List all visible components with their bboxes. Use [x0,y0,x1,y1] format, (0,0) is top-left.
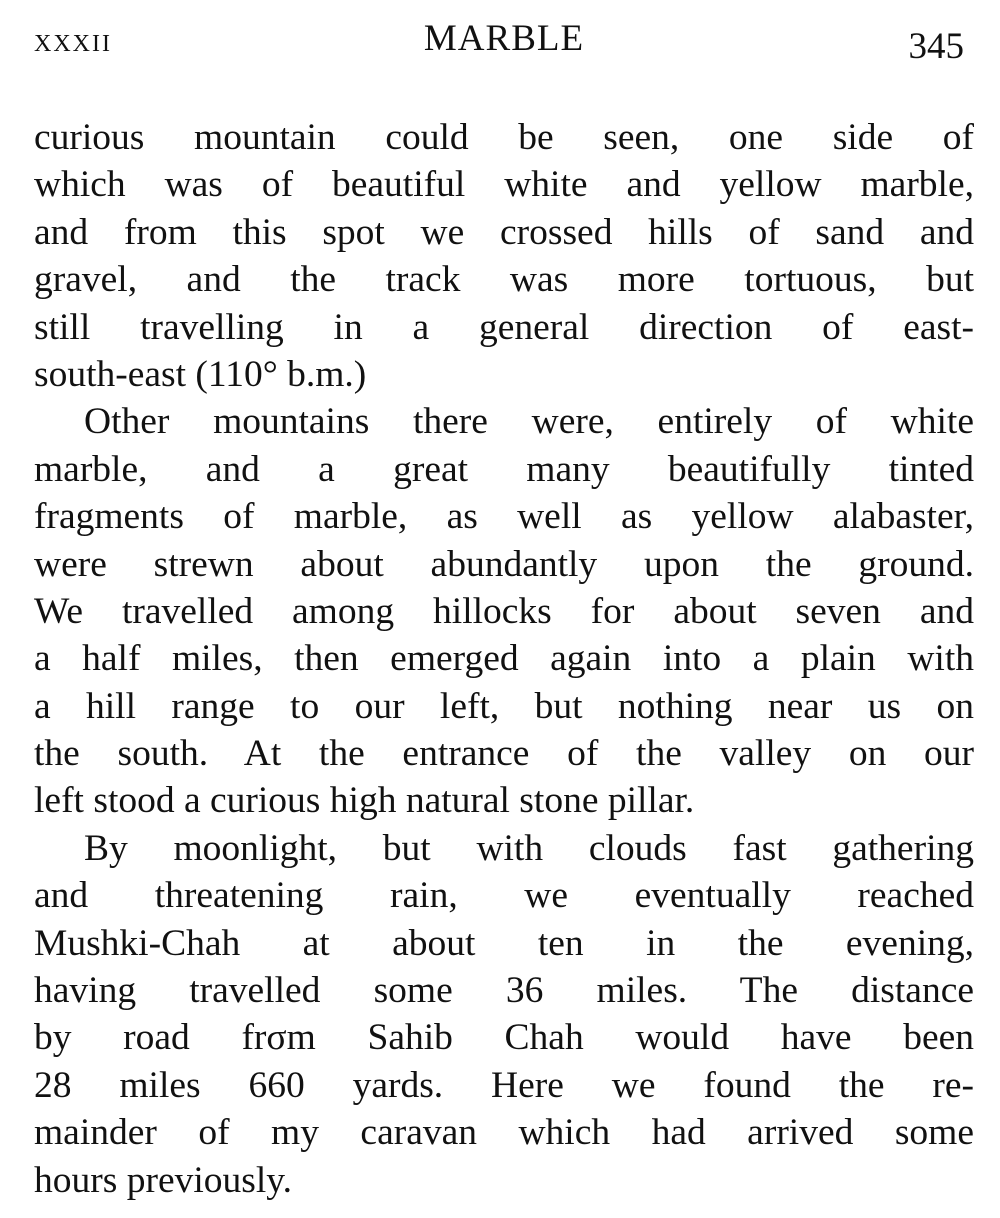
text-line: and threatening rain, we eventually reached [34,875,974,917]
text-line: By moonlight, but with clouds fast gathering [84,827,974,869]
text-line: by road frσm Sahib Chah would have been [34,1017,974,1059]
text-line: hours previously. [34,1159,292,1201]
text-line: 28 miles 660 yards. Here we found the re- [34,1064,974,1106]
text-line: curious mountain could be seen, one side of [34,117,974,158]
running-head [34,14,974,67]
paragraph [34,398,974,825]
text-line: and from this spot we crossed hills of sand and [34,211,974,253]
paragraph [34,825,974,1204]
text-line: left stood a curious high natural stone pillar. [34,780,695,822]
running-title: MARBLE [423,18,585,59]
text-line: Mushki-Chah at about ten in the evening, [34,922,974,964]
book-page [34,14,974,1204]
text-line: a hill range to our left, but nothing near us on [34,685,974,727]
paragraph [34,114,974,398]
text-line: the south. At the entrance of the valley on our [34,733,974,775]
text-line: mainder of my caravan which had arrived some [34,1112,974,1154]
text-line: marble, and a great many beautifully tinted [34,448,974,490]
page-number: 345 [908,26,964,67]
text-line: which was of beautiful white and yellow marble, [34,164,974,206]
text-line: We travelled among hillocks for about seven and [34,590,974,632]
chapter-number: xxxii [34,22,112,59]
text-line: were strewn about abundantly upon the ground. [34,543,974,585]
body-text [34,114,974,1204]
text-line: gravel, and the track was more tortuous, but [34,259,974,301]
text-line: south-east (110° b.m.) [34,353,367,395]
text-line: Other mountains there were, entirely of white [84,401,974,443]
text-line: still travelling in a general direction of east- [34,306,974,348]
text-line: having travelled some 36 miles. The distance [34,970,974,1012]
text-line: a half miles, then emerged again into a plain with [34,638,974,680]
text-line: fragments of marble, as well as yellow alabaster, [34,496,974,538]
